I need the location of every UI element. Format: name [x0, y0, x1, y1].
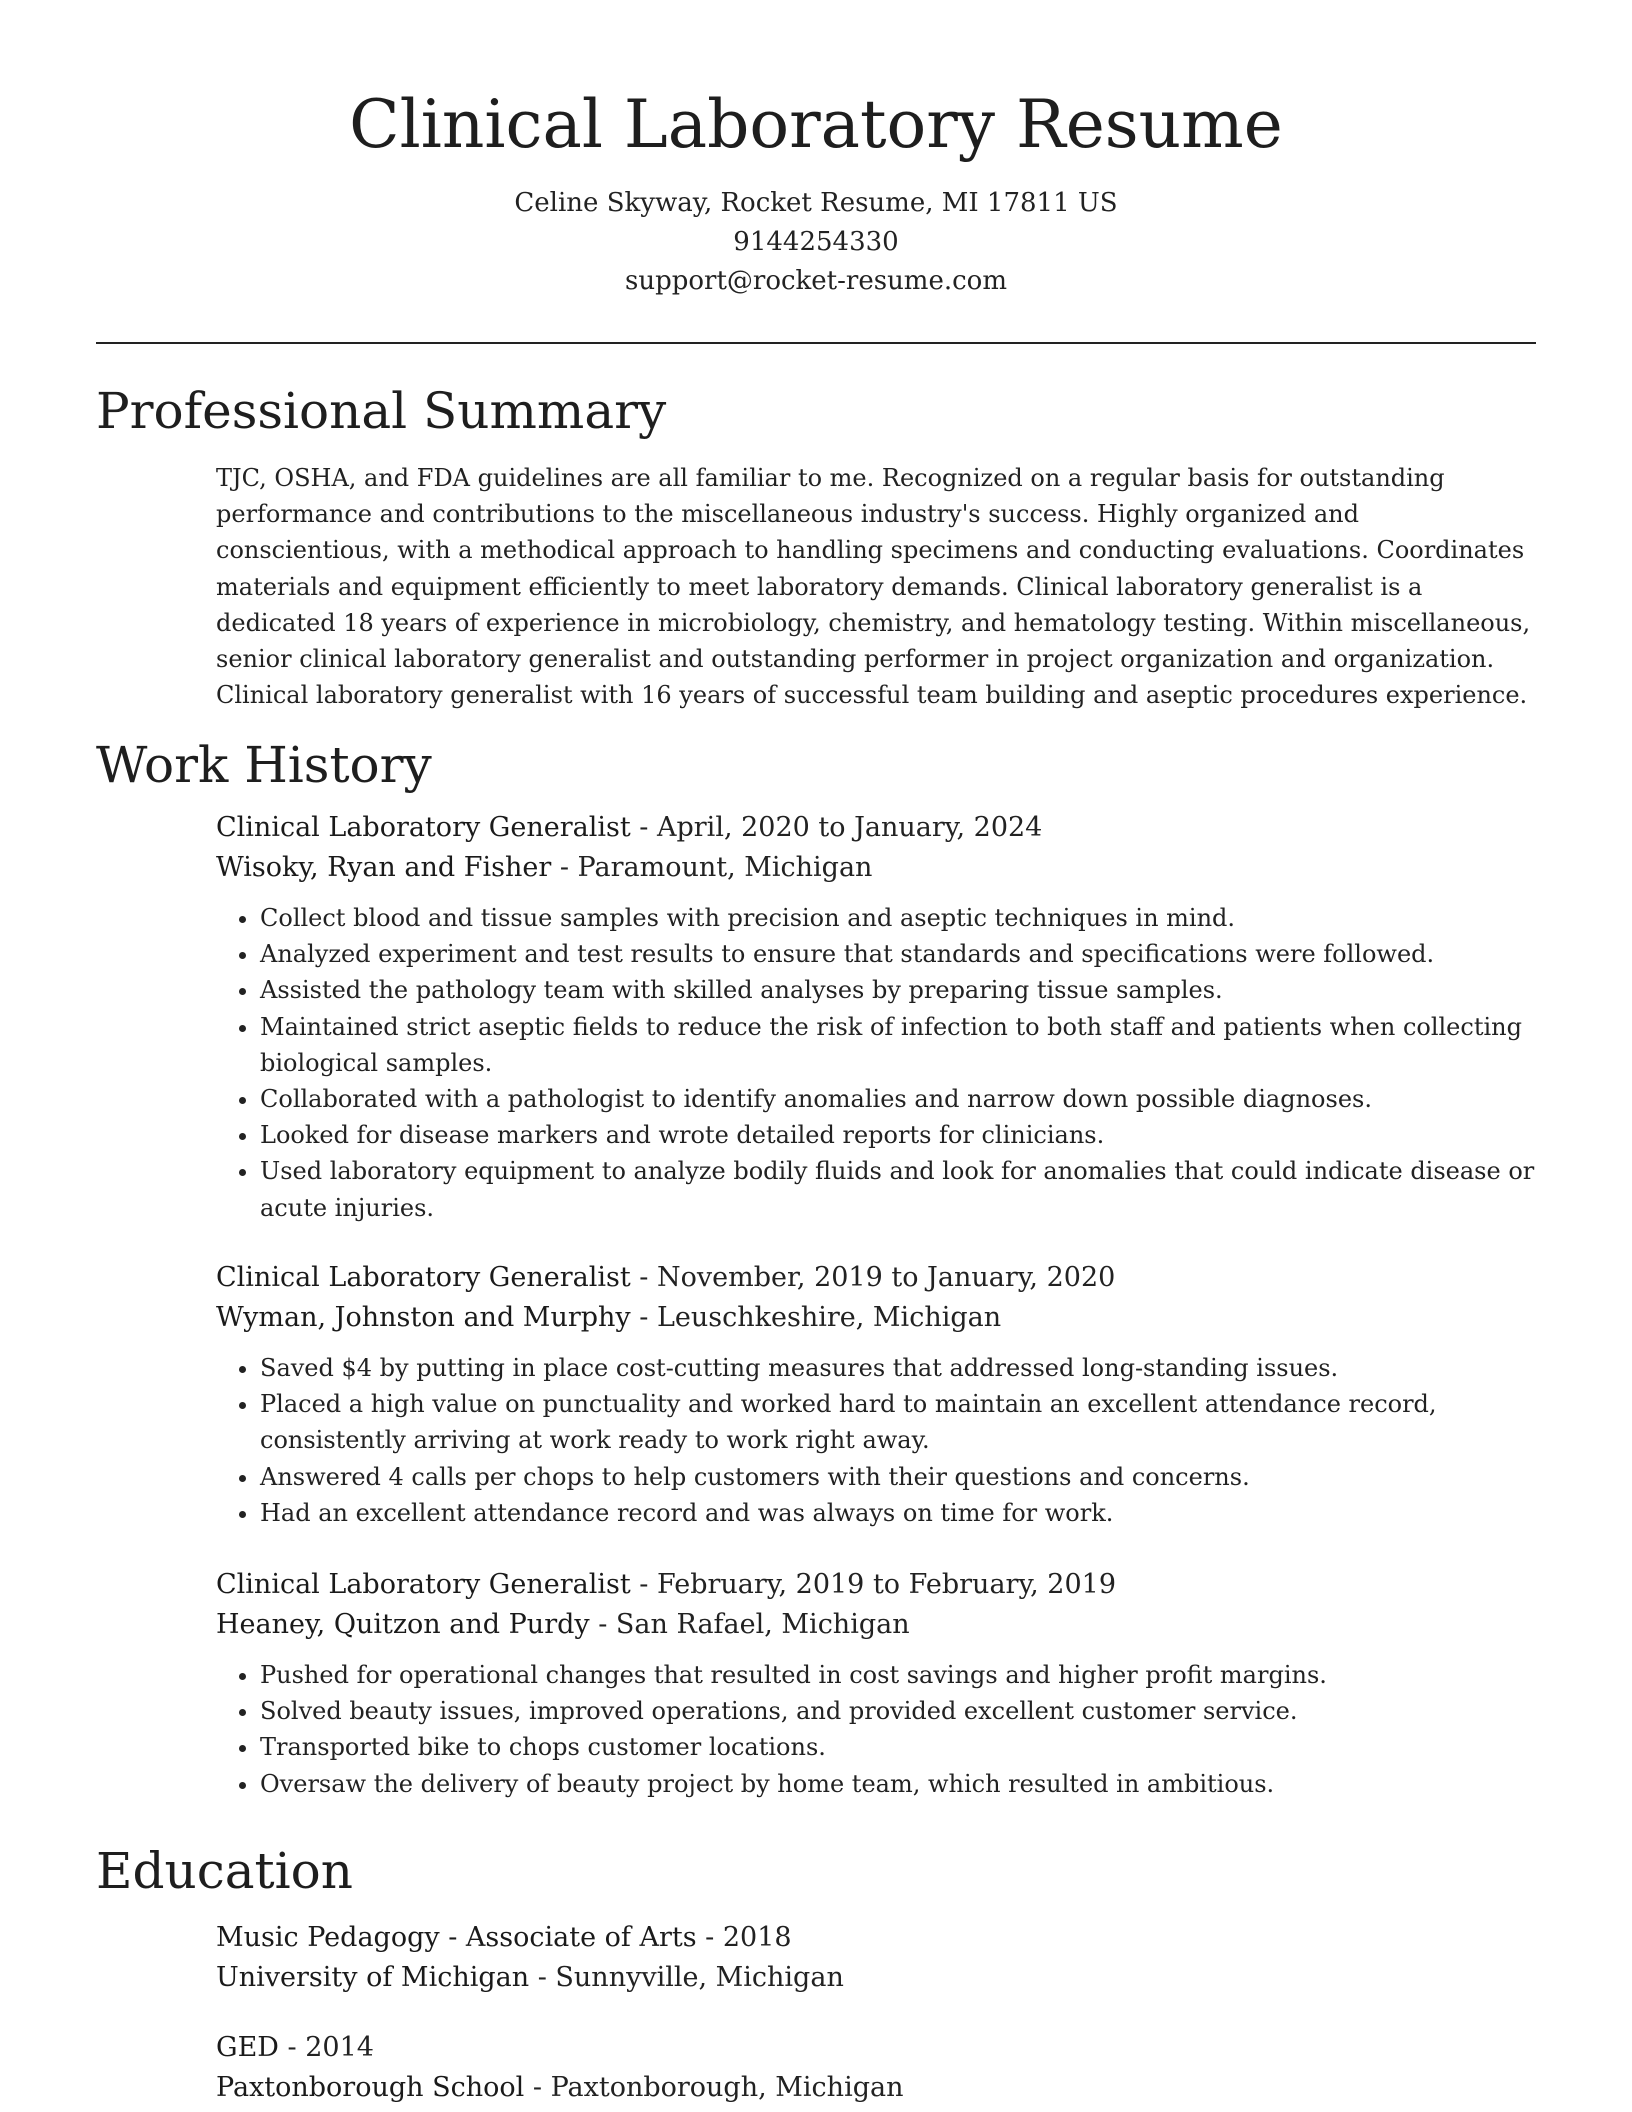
education-entry	[216, 2028, 1536, 2108]
work-history-heading: Work History	[96, 736, 432, 794]
job-entry	[216, 1258, 1536, 1531]
education-school: University of Michigan	[216, 1962, 530, 1993]
summary-heading: Professional Summary	[96, 382, 667, 440]
education-degree-line	[216, 1918, 1536, 1958]
job-bullets	[216, 1657, 1536, 1802]
job-title: Clinical Laboratory Generalist	[216, 1569, 631, 1600]
education-location: - Paxtonborough, Michigan	[524, 2072, 904, 2103]
education-degree: GED	[216, 2032, 279, 2063]
job-title-line	[216, 1565, 1536, 1605]
contact-phone: 9144254330	[733, 227, 899, 257]
job-location: - Paramount, Michigan	[551, 852, 873, 883]
job-bullet: • Analyzed experiment and test results to ensure that standards and specifications were followed.	[260, 936, 1536, 972]
header-divider	[96, 342, 1536, 344]
education-school-line	[216, 1958, 1536, 1998]
job-bullets	[216, 1350, 1536, 1531]
job-bullet: • Assisted the pathology team with skilled analyses by preparing tissue samples.	[260, 972, 1536, 1008]
job-dates: - February, 2019 to February, 2019	[630, 1569, 1116, 1600]
job-location: - Leuschkeshire, Michigan	[630, 1302, 1002, 1333]
job-bullet: • Oversaw the delivery of beauty project by home team, which resulted in ambitious.	[260, 1766, 1536, 1802]
job-title: Clinical Laboratory Generalist	[216, 1262, 631, 1293]
job-company-line	[216, 1605, 1536, 1645]
summary-block	[216, 460, 1536, 713]
contact-address: Celine Skyway, Rocket Resume, MI 17811 US	[514, 188, 1118, 218]
job-bullet: • Had an excellent attendance record and was always on time for work.	[260, 1495, 1536, 1531]
education-school-line	[216, 2068, 1536, 2108]
education-location: - Sunnyville, Michigan	[529, 1962, 844, 1993]
job-bullet: • Solved beauty issues, improved operations, and provided excellent customer service.	[260, 1693, 1536, 1729]
job-bullet: • Transported bike to chops customer locations.	[260, 1729, 1536, 1765]
job-company-line	[216, 848, 1536, 888]
job-bullet: • Maintained strict aseptic fields to reduce the risk of infection to both staff and patients when collecting biological samples.	[260, 1009, 1536, 1081]
education-entry	[216, 1918, 1536, 1998]
job-company: Wisoky, Ryan and Fisher	[216, 852, 552, 883]
summary-text: TJC, OSHA, and FDA guidelines are all familiar to me. Recognized on a regular basis for outstanding performance and contributions to the miscellaneous industry's success. Highly organized and conscientious, with a methodical approach to handling specimens and conducting evaluations. Coordinates materials and equipment efficiently to meet laboratory demands. Clinical laboratory generalist is a dedicated 18 years of experience in microbiology, chemistry, and hematology testing. Within miscellaneous, senior clinical laboratory generalist and outstanding performer in project organization and organization. Clinical laboratory generalist with 16 years of successful team building and aseptic procedures experience.	[216, 464, 1531, 710]
job-title-line	[216, 1258, 1536, 1298]
education-degree-line	[216, 2028, 1536, 2068]
education-year: - 2018	[696, 1922, 792, 1953]
education-school: Paxtonborough School	[216, 2072, 525, 2103]
job-title-line	[216, 808, 1536, 848]
education-year: - 2014	[278, 2032, 374, 2063]
resume-title: Clinical Laboratory Resume	[349, 86, 1283, 163]
job-bullets	[216, 900, 1536, 1226]
job-bullet: • Answered 4 calls per chops to help customers with their questions and concerns.	[260, 1459, 1536, 1495]
job-bullet: • Looked for disease markers and wrote detailed reports for clinicians.	[260, 1117, 1536, 1153]
job-company: Heaney, Quitzon and Purdy	[216, 1609, 590, 1640]
job-bullet: • Placed a high value on punctuality and worked hard to maintain an excellent attendance record, consistently arriving at work ready to work right away.	[260, 1386, 1536, 1458]
job-bullet: • Collaborated with a pathologist to identify anomalies and narrow down possible diagnoses.	[260, 1081, 1536, 1117]
job-company-line	[216, 1298, 1536, 1338]
job-company: Wyman, Johnston and Murphy	[216, 1302, 631, 1333]
job-title: Clinical Laboratory Generalist	[216, 812, 631, 843]
resume-header	[96, 80, 1536, 301]
job-entry	[216, 1565, 1536, 1802]
job-dates: - April, 2020 to January, 2024	[630, 812, 1043, 843]
job-bullet: • Saved $4 by putting in place cost-cutting measures that addressed long-standing issues.	[260, 1350, 1536, 1386]
education-degree: Music Pedagogy - Associate of Arts	[216, 1922, 697, 1953]
contact-email: support@rocket-resume.com	[624, 266, 1007, 296]
job-bullet: • Collect blood and tissue samples with precision and aseptic techniques in mind.	[260, 900, 1536, 936]
education-heading: Education	[96, 1842, 353, 1900]
job-dates: - November, 2019 to January, 2020	[630, 1262, 1116, 1293]
job-bullet: • Pushed for operational changes that resulted in cost savings and higher profit margins.	[260, 1657, 1536, 1693]
job-location: - San Rafael, Michigan	[589, 1609, 910, 1640]
job-entry	[216, 808, 1536, 1226]
job-bullet: • Used laboratory equipment to analyze bodily fluids and look for anomalies that could indicate disease or acute injuries.	[260, 1153, 1536, 1225]
